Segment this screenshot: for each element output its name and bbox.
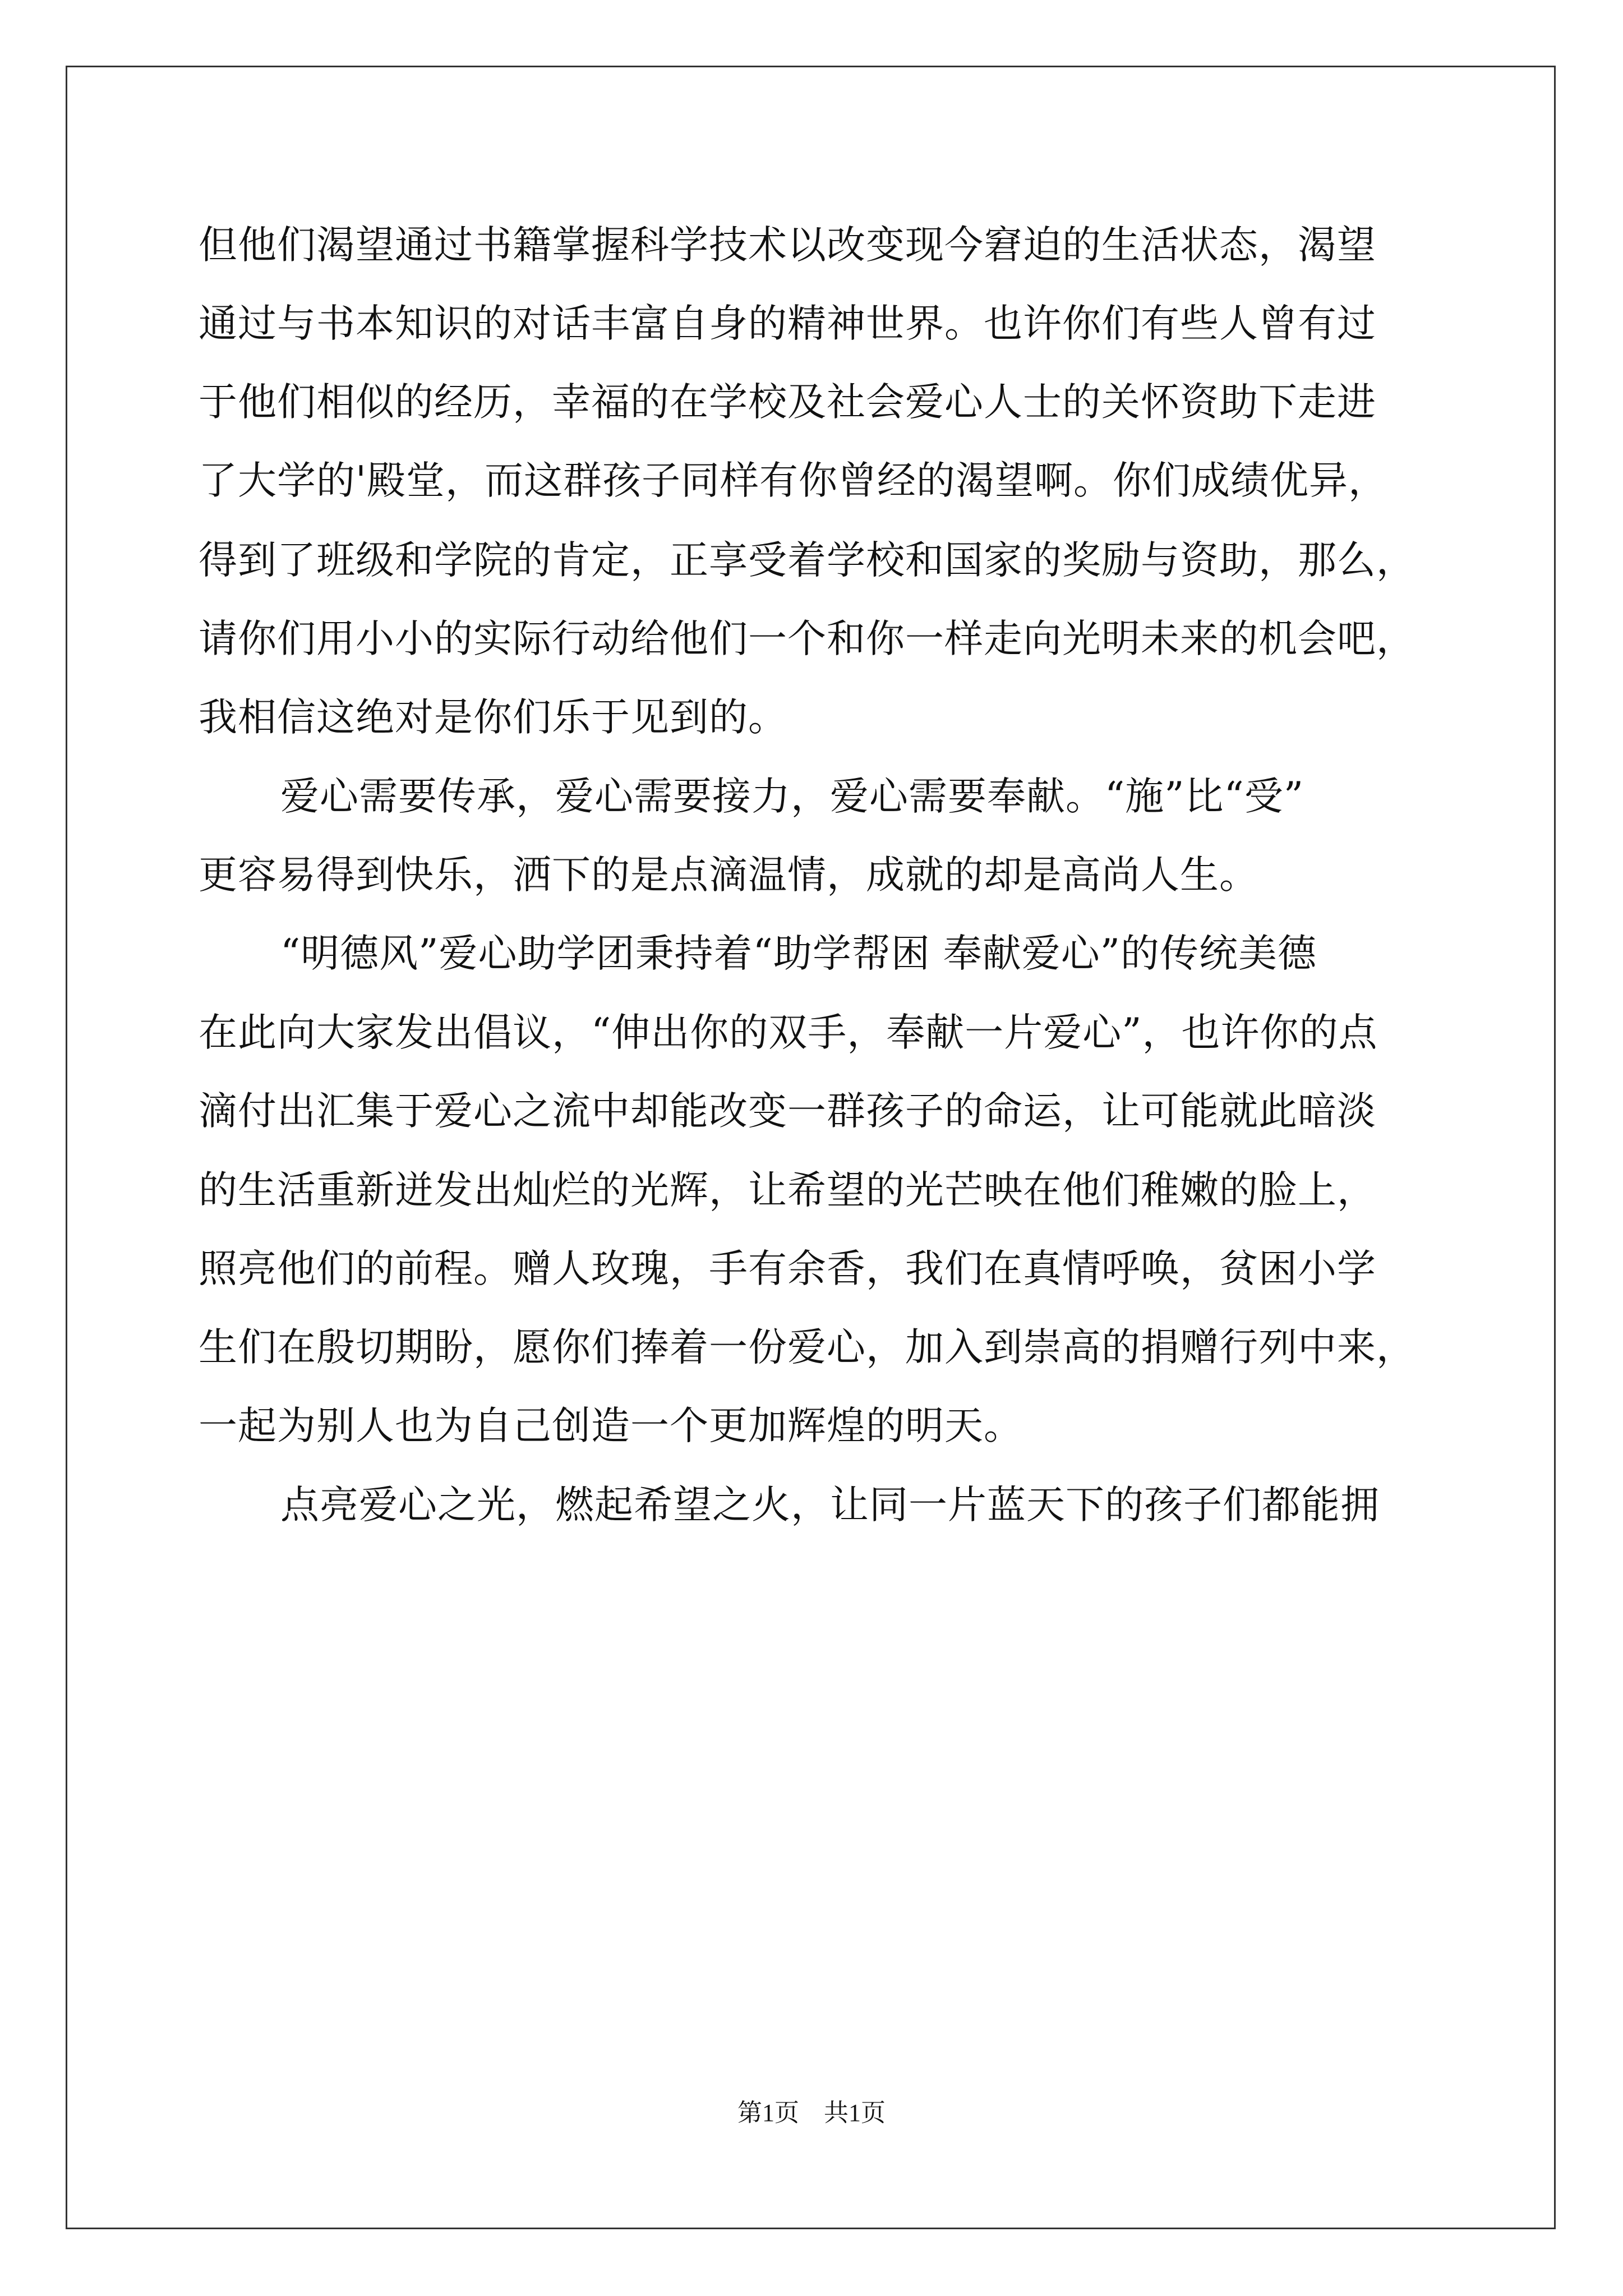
body-text-line: 的生活重新迸发出灿烂的光辉，让希望的光芒映在他们稚嫩的脸上，: [199, 1168, 1376, 1213]
body-text-line: 一起为别人也为自己创造一个更加辉煌的明天。: [199, 1404, 1023, 1448]
body-text-line: 于他们相似的经历，幸福的在学校及社会爱心人士的关怀资助下走进: [199, 380, 1376, 425]
body-text-line: 滴付出汇集于爱心之流中却能改变一群孩子的命运，让可能就此暗淡: [199, 1089, 1376, 1134]
body-text-line: 了大学的'殿堂，而这群孩子同样有你曾经的渴望啊。你们成绩优异，: [199, 458, 1387, 503]
body-text-line: 我相信这绝对是你们乐于见到的。: [199, 695, 787, 740]
body-text-line: 请你们用小小的实际行动给他们一个和你一样走向光明未来的机会吧，: [199, 616, 1415, 661]
body-text-line: 通过与书本知识的对话丰富自身的精神世界。也许你们有些人曾有过: [199, 301, 1376, 346]
body-text-line: 但他们渴望通过书籍掌握科学技术以改变现今窘迫的生活状态，渴望: [199, 223, 1376, 268]
body-text-line: 生们在殷切期盼，愿你们捧着一份爱心，加入到崇高的捐赠行列中来，: [199, 1325, 1415, 1370]
body-text-line: 在此向大家发出倡议，“伸出你的双手，奉献一片爱心”，也许你的点: [199, 1010, 1378, 1055]
body-text-line: 得到了班级和学院的肯定，正享受着学校和国家的奖励与资助，那么，: [199, 538, 1415, 583]
paragraph-first-line: “明德风”爱心助学团秉持着“助学帮困 奉献爱心”的传统美德: [280, 931, 1317, 976]
body-text-line: 照亮他们的前程。赠人玫瑰，手有余香，我们在真情呼唤，贫困小学: [199, 1246, 1376, 1291]
page-footer: 第1页 共1页: [737, 2099, 886, 2127]
paragraph-first-line: 爱心需要传承，爱心需要接力，爱心需要奉献。“施”比“受”: [280, 774, 1304, 819]
paragraph-first-line: 点亮爱心之光，燃起希望之火，让同一片蓝天下的孩子们都能拥: [280, 1483, 1380, 1527]
body-text-line: 更容易得到快乐，洒下的是点滴温情，成就的却是高尚人生。: [199, 853, 1258, 898]
